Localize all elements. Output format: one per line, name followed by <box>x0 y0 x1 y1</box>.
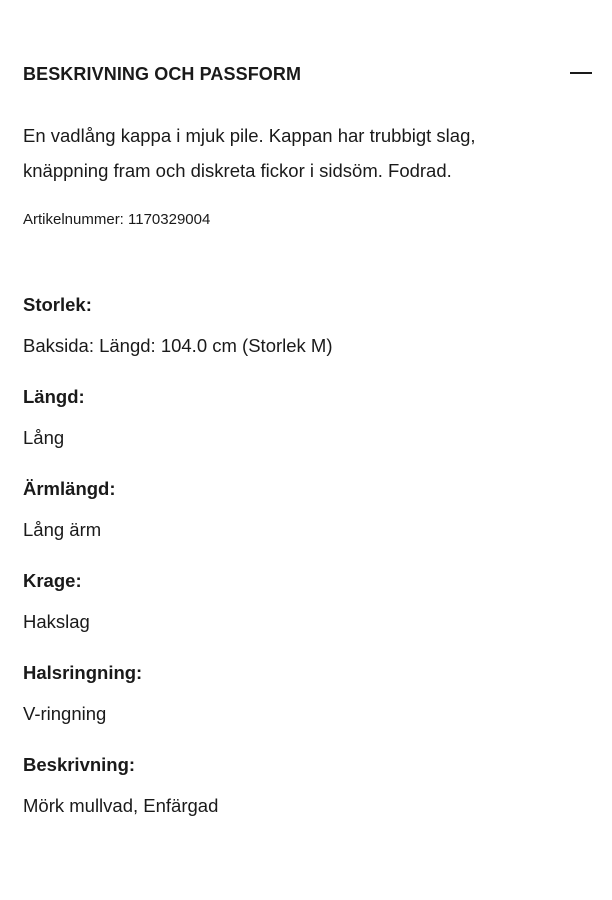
attribute-size <box>23 291 583 383</box>
attribute-neckline <box>23 659 583 751</box>
product-attributes <box>23 291 583 843</box>
attribute-value: Hakslag <box>23 611 90 632</box>
attribute-value: Lång <box>23 427 65 448</box>
product-description <box>23 118 563 188</box>
attribute-label: Storlek: <box>23 294 92 315</box>
attribute-value: Lång ärm <box>23 519 102 540</box>
attribute-value: V-ringning <box>23 703 107 724</box>
minus-icon[interactable] <box>570 72 592 74</box>
attribute-label: Krage: <box>23 570 82 591</box>
attribute-label: Längd: <box>23 386 85 407</box>
attribute-length <box>23 383 583 475</box>
description-line: En vadlång kappa i mjuk pile. Kappan har trubbigt slag, <box>23 125 476 146</box>
attribute-collar <box>23 567 583 659</box>
attribute-label: Beskrivning: <box>23 754 136 775</box>
article-number: Artikelnummer: 1170329004 <box>23 211 211 228</box>
attribute-value: Mörk mullvad, Enfärgad <box>23 795 219 816</box>
attribute-sleeve-length <box>23 475 583 567</box>
attribute-label: Halsringning: <box>23 662 143 683</box>
description-accordion-header[interactable] <box>23 58 589 90</box>
attribute-label: Ärmlängd: <box>23 478 116 499</box>
attribute-value: Baksida: Längd: 104.0 cm (Storlek M) <box>23 335 333 356</box>
attribute-description <box>23 751 583 843</box>
description-line: knäppning fram och diskreta fickor i sidsöm. Fodrad. <box>23 160 452 181</box>
section-title: BESKRIVNING OCH PASSFORM <box>23 63 302 84</box>
